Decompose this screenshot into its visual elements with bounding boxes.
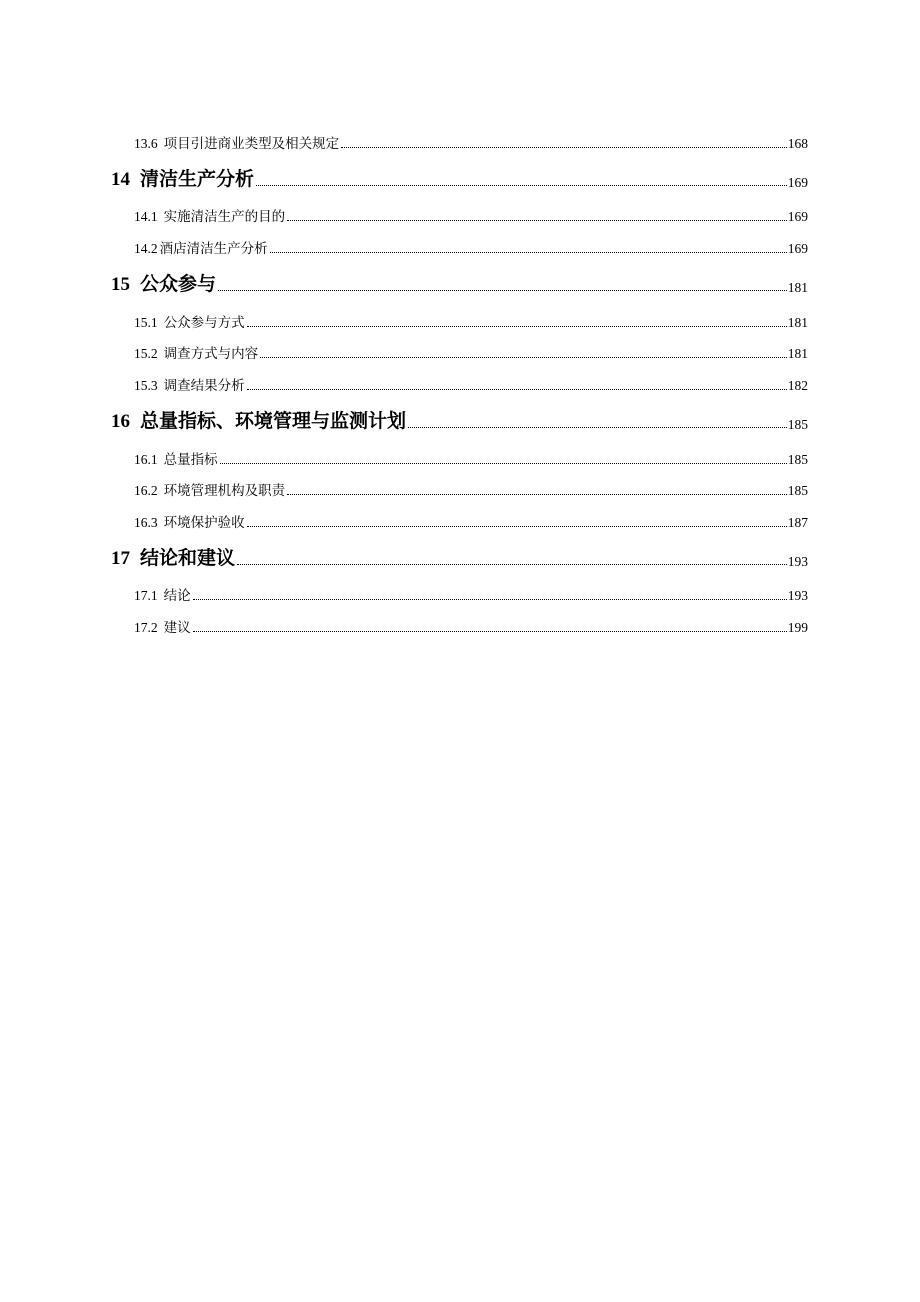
toc-entry-title: 总量指标 — [163, 452, 218, 468]
toc-entry-17-1[interactable] — [134, 584, 808, 604]
dot-leader — [193, 631, 787, 632]
dot-leader — [270, 252, 787, 253]
toc-entry-15-1[interactable] — [134, 311, 808, 331]
toc-entry-title: 实施清洁生产的目的 — [163, 209, 286, 225]
toc-entry-16-1[interactable] — [134, 448, 808, 468]
dot-leader — [256, 185, 787, 186]
toc-entry-page: 168 — [787, 136, 808, 151]
toc-entry-page: 169 — [787, 209, 808, 224]
toc-entry-number: 15.1 — [134, 315, 158, 330]
dot-leader — [237, 564, 787, 565]
toc-entry-number: 15.3 — [134, 378, 158, 393]
toc-entry-title: 项目引进商业类型及相关规定 — [163, 136, 340, 152]
toc-entry-number: 15.2 — [134, 346, 158, 361]
toc-entry-title: 环境保护验收 — [163, 515, 245, 531]
toc-entry-page: 181 — [787, 346, 808, 361]
toc-entry-page: 181 — [787, 315, 808, 330]
dot-leader — [341, 147, 787, 148]
toc-entry-14-2[interactable] — [134, 237, 808, 257]
toc-entry-page: 193 — [787, 588, 808, 603]
toc-entry-page: 185 — [787, 452, 808, 467]
dot-leader — [247, 389, 787, 390]
dot-leader — [247, 326, 787, 327]
toc-entry-number: 16.2 — [134, 483, 158, 498]
toc-entry-page: 185 — [787, 483, 808, 498]
toc-chapter-number: 14 — [111, 169, 130, 190]
toc-entry-title: 公众参与方式 — [163, 315, 245, 331]
dot-leader — [218, 290, 787, 291]
toc-entry-page: 169 — [787, 241, 808, 256]
toc-chapter-title: 总量指标、环境管理与监测计划 — [140, 410, 407, 432]
toc-entry-page: 199 — [787, 620, 808, 635]
toc-entry-number: 16.3 — [134, 515, 158, 530]
toc-chapter-page: 169 — [787, 175, 808, 190]
toc-entry-title: 建议 — [163, 620, 191, 636]
toc-entry-number: 14.2 — [134, 241, 158, 256]
toc-chapter-number: 15 — [111, 274, 130, 295]
toc-chapter-page: 185 — [787, 417, 808, 432]
toc-chapter-14[interactable] — [111, 165, 808, 191]
toc-entry-number: 17.1 — [134, 588, 158, 603]
toc-chapter-title: 清洁生产分析 — [140, 168, 255, 190]
toc-entry-16-2[interactable] — [134, 479, 808, 499]
toc-entry-title: 调查结果分析 — [163, 378, 245, 394]
toc-entry-number: 16.1 — [134, 452, 158, 467]
toc-chapter-16[interactable] — [111, 407, 808, 433]
toc-chapter-page: 193 — [787, 554, 808, 569]
toc-entry-number: 14.1 — [134, 209, 158, 224]
toc-chapter-number: 16 — [111, 411, 130, 432]
toc-entry-17-2[interactable] — [134, 616, 808, 636]
toc-chapter-title: 公众参与 — [140, 273, 217, 295]
toc-chapter-15[interactable] — [111, 270, 808, 296]
dot-leader — [287, 494, 787, 495]
toc-entry-page: 187 — [787, 515, 808, 530]
toc-entry-number: 17.2 — [134, 620, 158, 635]
dot-leader — [247, 526, 787, 527]
toc-entry-15-2[interactable] — [134, 342, 808, 362]
toc-chapter-page: 181 — [787, 280, 808, 295]
toc-chapter-17[interactable] — [111, 544, 808, 570]
dot-leader — [193, 599, 787, 600]
toc-entry-title: 结论 — [163, 588, 191, 604]
dot-leader — [287, 220, 787, 221]
toc-entry-page: 182 — [787, 378, 808, 393]
toc-chapter-title: 结论和建议 — [140, 547, 236, 569]
toc-entry-14-1[interactable] — [134, 205, 808, 225]
dot-leader — [260, 357, 787, 358]
toc-entry-title: 酒店清洁生产分析 — [159, 241, 268, 257]
toc-entry-title: 调查方式与内容 — [163, 346, 259, 362]
dot-leader — [220, 463, 787, 464]
toc-entry-16-3[interactable] — [134, 511, 808, 531]
toc-entry-number: 13.6 — [134, 136, 158, 151]
toc-chapter-number: 17 — [111, 548, 130, 569]
dot-leader — [408, 427, 787, 428]
toc-entry-15-3[interactable] — [134, 374, 808, 394]
toc-entry-13-6[interactable] — [134, 132, 808, 152]
toc-entry-title: 环境管理机构及职责 — [163, 483, 286, 499]
